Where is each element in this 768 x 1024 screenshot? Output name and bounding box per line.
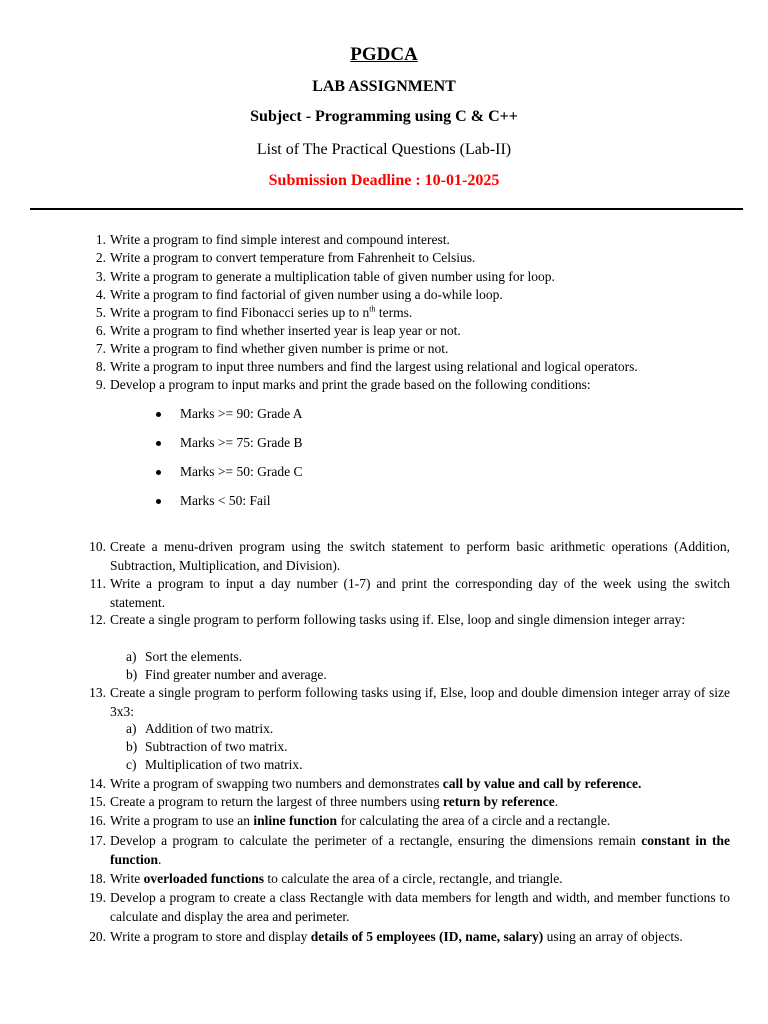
question-text: Write a program to generate a multiplication table of given number using for loop. [110,269,555,284]
bullet-icon [156,470,161,475]
document-title: PGDCA [350,44,418,65]
question-text: Create a single program to perform following tasks using if, Else, loop and double dimension integer array of size 3x3: [110,685,730,719]
question-text: Write a program to convert temperature from Fahrenheit to Celsius. [110,250,476,265]
question-text: Write overloaded functions to calculate the area of a circle, rectangle, and triangle. [110,871,563,886]
question-text: Create a single program to perform following tasks using if. Else, loop and single dimension integer array: [110,612,686,627]
question-text: Create a menu-driven program using the switch statement to perform basic arithmetic operations (Addition, Subtraction, Multiplication, and Division). [110,539,730,573]
bullet-icon [156,499,161,504]
bullet-icon [156,412,161,417]
document-page: PGDCA LAB ASSIGNMENT Subject - Programming using C & C++ List of The Practical Questions (Lab-II) Submission Deadline : 10-01-2025 1. Write a program to find simple interest and compound interest. 2. Write a program to convert temperature from Fahrenheit to Celsius. 3. Write a program to generate a multiplication table of given number using for loop. 4. Write a program to find factorial of given number using a do-while loop. 5. Write a program to find Fibonacci series up to $n^{th}$ terms. 6. Write a program to find whether inserted year is leap year or not. 7. Write a program to find whether given number is prime or not. 8. Write a program to input three numbers and find the largest using relational and logical operators. 9. Develop a program to input marks and print the grade based on the following conditions: Marks >= 90: Grade A Marks >= 75: Grade B Marks >= 50: Grade C Marks < 50: Fail 10. Create a menu-driven program using the switch statement to perform basic arithmetic operations (Addition, Subtraction, Multiplication, and Division). 11. Write a program to input a day number (1-7) and print the corresponding day of the week using the switch statement. 12. Create a single program to perform following tasks using if. Else, loop and single dimension integer array: a) Sort the elements. b) Find greater number and average. 13. Create a single program to perform following tasks using if, Else, loop and double dimension integer array of size 3x3: a) Addition of two matrix. b) Subtraction of two matrix. c) Multiplication of two matrix. 14. Write a program of swapping two numbers and demonstrates call by value and call by reference. 15. Create a program to return the largest of three numbers using return by reference. 16. Write a program to use an inline function for calculating the area of a circle and a rectangle. 17. Develop a program to calculate the perimeter of a rectangle, ensuring the dimensions remain constant in the function. 18. Write overloaded functions to calculate the area of a circle, rectangle, and triangle. 19. Develop a program to create a class Rectangle with data members for length and width, and member functions to calculate and display the area and perimeter. 20. Write a program to store and display details of 5 employees (ID, name, salary) using an array of objects. [0,0,768,1024]
question-text: Develop a program to calculate the perimeter of a rectangle, ensuring the dimensions remain constant in the function. [110,833,730,867]
header-divider [30,208,743,210]
submission-deadline: Submission Deadline : 10-01-2025 [268,172,500,189]
question-text: Write a program of swapping two numbers and demonstrates call by value and call by reference. [110,776,642,791]
question-text: Write a program to find factorial of given number using a do-while loop. [110,287,503,302]
question-text: Write a program to input a day number (1-7) and print the corresponding day of the week using the switch statement. [110,576,730,610]
question-text: Write a program to input three numbers and find the largest using relational and logical operators. [110,359,638,374]
question-text: Write a program to find Fibonacci series up to $n^{th}$ terms. [110,304,413,320]
question-text: Write a program to store and display details of 5 employees (ID, name, salary) using an array of objects. [110,929,683,944]
question-text: Create a program to return the largest of three numbers using return by reference. [110,794,559,809]
list-heading: List of The Practical Questions (Lab-II) [256,141,512,158]
subject-heading: Subject - Programming using C & C++ [250,108,518,125]
question-text: Write a program to find whether given number is prime or not. [110,341,449,356]
question-text: Develop a program to input marks and print the grade based on the following conditions: [110,377,591,392]
lab-assignment-heading: LAB ASSIGNMENT [312,78,456,95]
question-text: Develop a program to create a class Rectangle with data members for length and width, and member functions to calculate and display the area and perimeter. [110,890,730,924]
bullet-icon [156,441,161,446]
question-text: Write a program to find simple interest and compound interest. [110,232,450,247]
question-text: Write a program to find whether inserted year is leap year or not. [110,323,461,338]
question-text: Write a program to use an inline function for calculating the area of a circle and a rectangle. [110,813,611,828]
